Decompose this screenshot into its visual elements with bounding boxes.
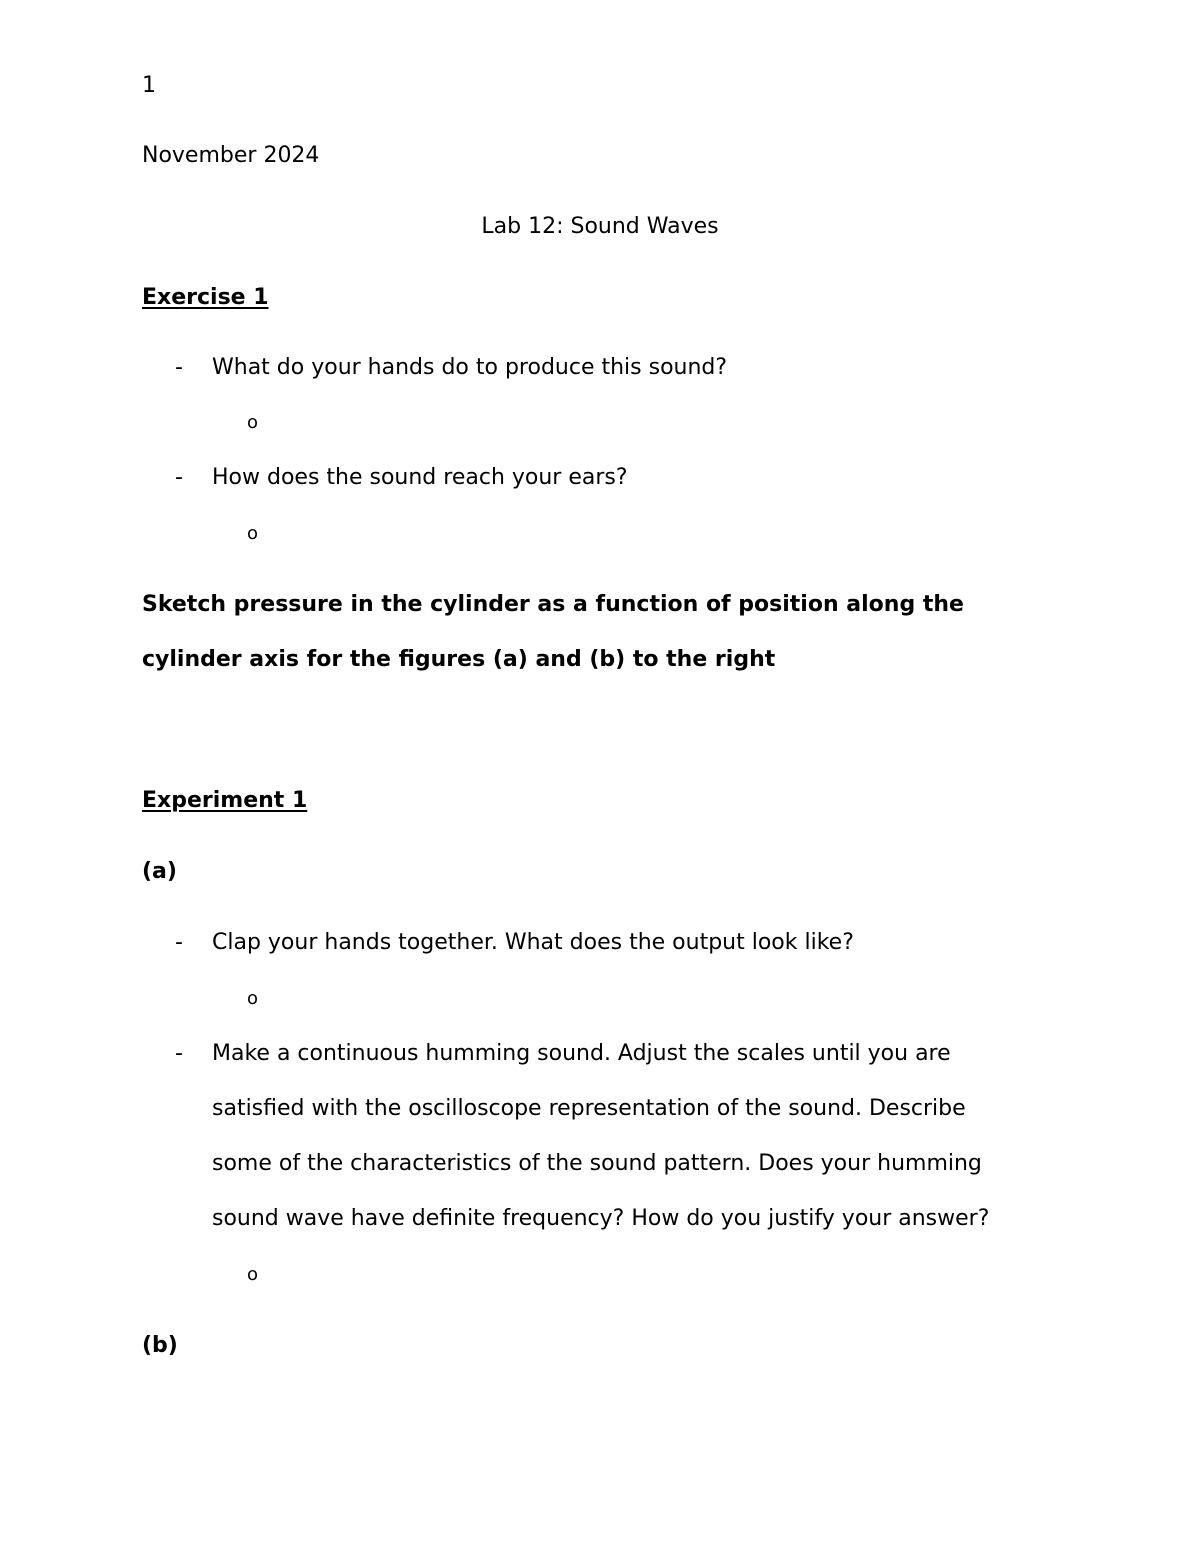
part-b-label: (b): [142, 1333, 178, 1358]
exercise-1-question-2: How does the sound reach your ears?: [212, 465, 628, 490]
exercise-1-heading: Exercise 1: [142, 285, 269, 310]
dash-bullet: -: [175, 930, 183, 955]
experiment-1-question-1: Clap your hands together. What does the output look like?: [212, 930, 854, 955]
answer-bullet: o: [247, 988, 259, 1009]
answer-bullet: o: [247, 412, 259, 433]
sketch-instruction-line-2: cylinder axis for the figures (a) and (b) to the right: [142, 647, 776, 672]
experiment-1-question-2-line-4: sound wave have definite frequency? How do you justify your answer?: [212, 1206, 990, 1231]
experiment-1-question-2-line-3: some of the characteristics of the sound pattern. Does your humming: [212, 1151, 982, 1176]
part-a-label: (a): [142, 859, 177, 884]
dash-bullet: -: [175, 1041, 183, 1066]
document-date: November 2024: [142, 143, 320, 168]
dash-bullet: -: [175, 355, 183, 380]
sketch-instruction-line-1: Sketch pressure in the cylinder as a function of position along the: [142, 592, 964, 617]
experiment-1-heading: Experiment 1: [142, 788, 308, 813]
answer-bullet: o: [247, 1264, 259, 1285]
dash-bullet: -: [175, 465, 183, 490]
exercise-1-question-1: What do your hands do to produce this sound?: [212, 355, 728, 380]
page-number: 1: [142, 73, 156, 98]
experiment-1-question-2-line-1: Make a continuous humming sound. Adjust the scales until you are: [212, 1041, 951, 1066]
document-title: Lab 12: Sound Waves: [481, 214, 719, 239]
experiment-1-question-2-line-2: satisfied with the oscilloscope representation of the sound. Describe: [212, 1096, 966, 1121]
answer-bullet: o: [247, 523, 259, 544]
